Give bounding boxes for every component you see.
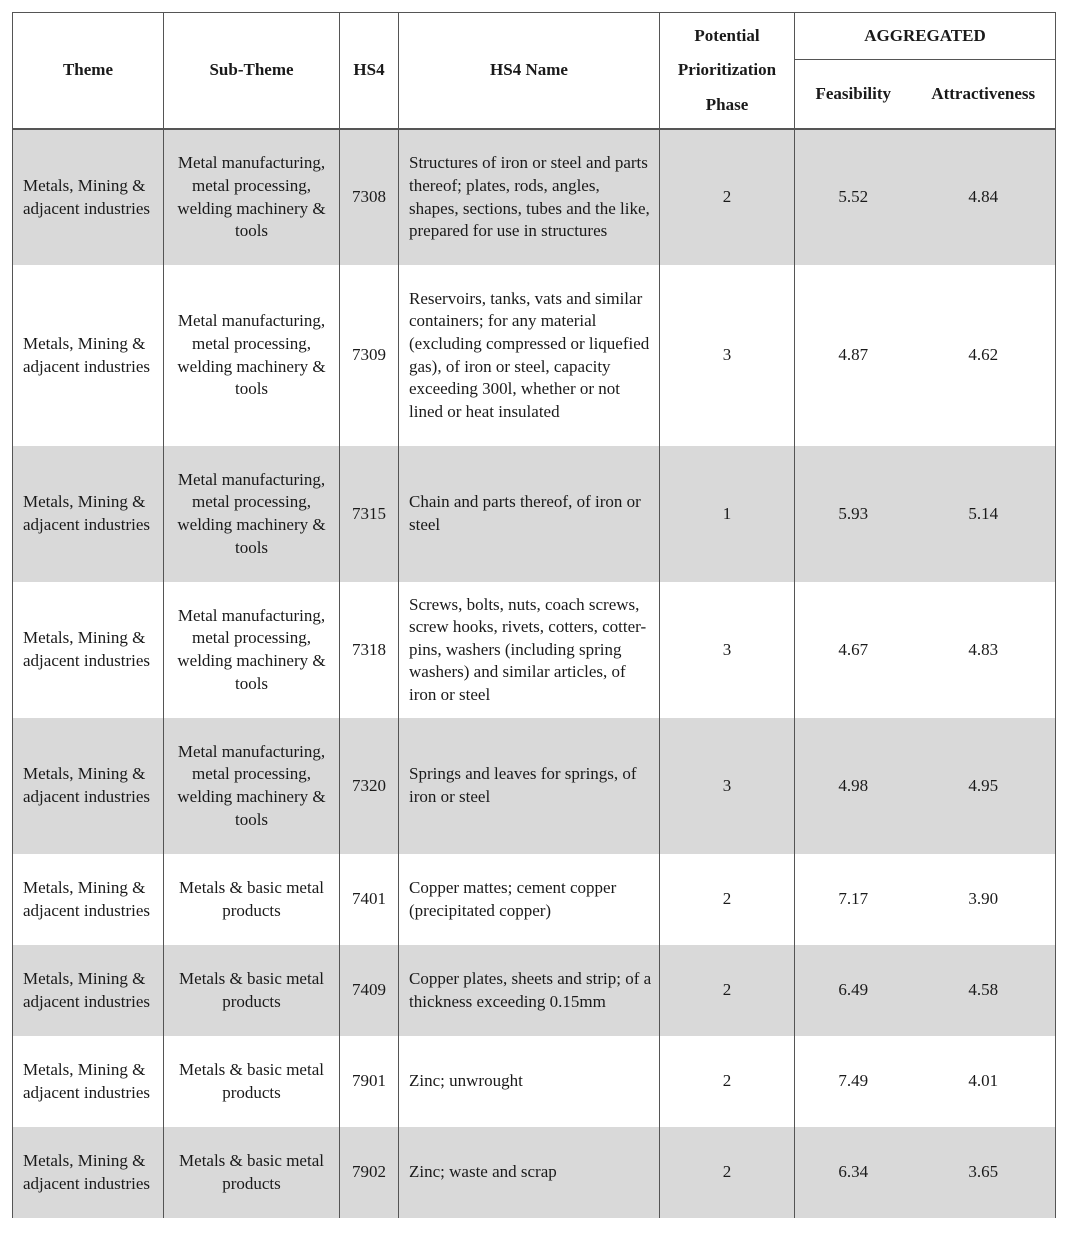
header-attractiveness: Attractiveness [912, 60, 1056, 130]
feasibility-cell: 5.52 [795, 129, 912, 265]
hs4-cell: 7308 [340, 129, 399, 265]
theme-cell: Metals, Mining & adjacent industries [13, 718, 164, 854]
table-row [13, 945, 1056, 1036]
hs4-cell: 7902 [340, 1127, 399, 1218]
hs4-name-cell: Zinc; unwrought [399, 1036, 660, 1127]
table-row [13, 854, 1056, 945]
attractiveness-cell: 4.83 [912, 582, 1056, 718]
attractiveness-cell: 4.84 [912, 129, 1056, 265]
hs4-name-cell: Structures of iron or steel and parts thereof; plates, rods, angles, shapes, sections, tubes and the like, prepared for use in structures [399, 129, 660, 265]
table-row [13, 129, 1056, 265]
sub-theme-cell: Metals & basic metal products [164, 945, 340, 1036]
theme-cell: Metals, Mining & adjacent industries [13, 1127, 164, 1218]
attractiveness-cell: 3.65 [912, 1127, 1056, 1218]
sub-theme-cell: Metal manufacturing, metal processing, welding machinery & tools [164, 129, 340, 265]
theme-cell: Metals, Mining & adjacent industries [13, 945, 164, 1036]
sub-theme-cell: Metal manufacturing, metal processing, welding machinery & tools [164, 265, 340, 446]
table-row [13, 446, 1056, 582]
phase-cell: 1 [660, 446, 795, 582]
table-row [13, 582, 1056, 718]
table-row [13, 1127, 1056, 1218]
theme-cell: Metals, Mining & adjacent industries [13, 265, 164, 446]
header-feasibility: Feasibility [795, 60, 912, 130]
hs4-name-cell: Chain and parts thereof, of iron or steel [399, 446, 660, 582]
feasibility-cell: 6.49 [795, 945, 912, 1036]
sub-theme-cell: Metal manufacturing, metal processing, welding machinery & tools [164, 446, 340, 582]
header-hs4-name: HS4 Name [399, 13, 660, 130]
theme-cell: Metals, Mining & adjacent industries [13, 854, 164, 945]
feasibility-cell: 7.17 [795, 854, 912, 945]
attractiveness-cell: 4.62 [912, 265, 1056, 446]
feasibility-cell: 4.67 [795, 582, 912, 718]
prioritization-table [12, 12, 1056, 1218]
attractiveness-cell: 3.90 [912, 854, 1056, 945]
sub-theme-cell: Metals & basic metal products [164, 1036, 340, 1127]
table-body [13, 129, 1056, 1218]
table-row [13, 265, 1056, 446]
hs4-cell: 7320 [340, 718, 399, 854]
hs4-cell: 7901 [340, 1036, 399, 1127]
hs4-name-cell: Copper mattes; cement copper (precipitated copper) [399, 854, 660, 945]
phase-cell: 3 [660, 265, 795, 446]
phase-cell: 2 [660, 1036, 795, 1127]
header-sub-theme: Sub-Theme [164, 13, 340, 130]
attractiveness-cell: 4.58 [912, 945, 1056, 1036]
table-header [13, 13, 1056, 130]
table-row [13, 718, 1056, 854]
header-theme: Theme [13, 13, 164, 130]
theme-cell: Metals, Mining & adjacent industries [13, 582, 164, 718]
phase-cell: 2 [660, 854, 795, 945]
hs4-cell: 7309 [340, 265, 399, 446]
header-aggregated: AGGREGATED [795, 13, 1056, 60]
theme-cell: Metals, Mining & adjacent industries [13, 446, 164, 582]
sub-theme-cell: Metal manufacturing, metal processing, welding machinery & tools [164, 582, 340, 718]
attractiveness-cell: 4.01 [912, 1036, 1056, 1127]
hs4-name-cell: Screws, bolts, nuts, coach screws, screw hooks, rivets, cotters, cotter-pins, washers (including spring washers) and similar articles, of iron or steel [399, 582, 660, 718]
theme-cell: Metals, Mining & adjacent industries [13, 1036, 164, 1127]
phase-cell: 3 [660, 582, 795, 718]
sub-theme-cell: Metal manufacturing, metal processing, welding machinery & tools [164, 718, 340, 854]
hs4-cell: 7318 [340, 582, 399, 718]
sub-theme-cell: Metals & basic metal products [164, 854, 340, 945]
feasibility-cell: 6.34 [795, 1127, 912, 1218]
sub-theme-cell: Metals & basic metal products [164, 1127, 340, 1218]
feasibility-cell: 7.49 [795, 1036, 912, 1127]
hs4-cell: 7409 [340, 945, 399, 1036]
header-hs4: HS4 [340, 13, 399, 130]
phase-cell: 2 [660, 1127, 795, 1218]
phase-cell: 2 [660, 129, 795, 265]
hs4-cell: 7315 [340, 446, 399, 582]
feasibility-cell: 4.87 [795, 265, 912, 446]
phase-cell: 3 [660, 718, 795, 854]
hs4-name-cell: Zinc; waste and scrap [399, 1127, 660, 1218]
table-row [13, 1036, 1056, 1127]
feasibility-cell: 5.93 [795, 446, 912, 582]
hs4-name-cell: Springs and leaves for springs, of iron or steel [399, 718, 660, 854]
phase-cell: 2 [660, 945, 795, 1036]
feasibility-cell: 4.98 [795, 718, 912, 854]
theme-cell: Metals, Mining & adjacent industries [13, 129, 164, 265]
attractiveness-cell: 4.95 [912, 718, 1056, 854]
header-phase: Potential Prioritization Phase [660, 13, 795, 130]
attractiveness-cell: 5.14 [912, 446, 1056, 582]
hs4-cell: 7401 [340, 854, 399, 945]
hs4-name-cell: Reservoirs, tanks, vats and similar containers; for any material (excluding compressed or liquefied gas), of iron or steel, capacity exceeding 300l, whether or not lined or heat insulated [399, 265, 660, 446]
hs4-name-cell: Copper plates, sheets and strip; of a thickness exceeding 0.15mm [399, 945, 660, 1036]
